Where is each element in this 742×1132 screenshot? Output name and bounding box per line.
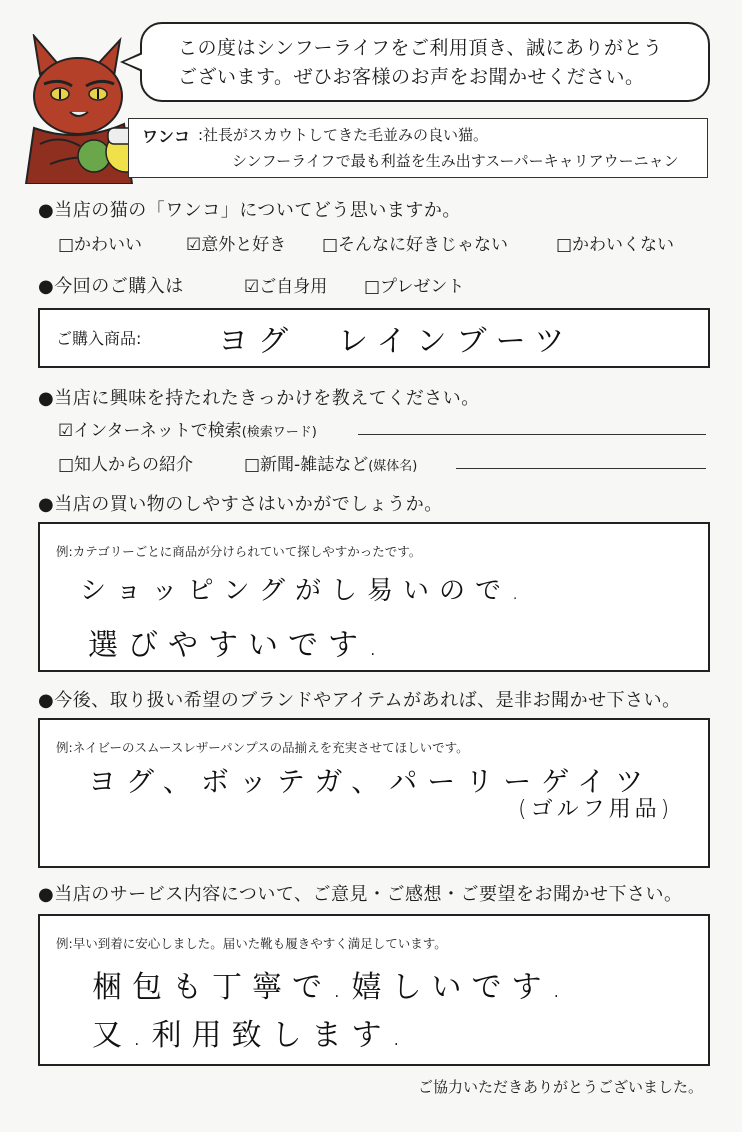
q1-option-not-fond[interactable]: □そんなに好きじゃない [322, 235, 509, 255]
bubble-line-2: ございます。ぜひお客様のお声をお聞かせください。 [178, 66, 645, 88]
q6-question: ●当店のサービス内容について、ご意見・ご感想・ご要望をお聞かせ下さい。 [38, 884, 683, 905]
q6-handwriting-line-1[interactable]: 梱包も丁寧で.嬉しいです. [92, 970, 572, 1005]
q1-option-cute[interactable]: □かわいい [58, 235, 143, 255]
q2-option-gift[interactable]: □プレゼント [364, 277, 465, 297]
speech-bubble-tail-fill [124, 54, 143, 70]
q1-option-not-cute[interactable]: □かわいくない [556, 235, 675, 255]
q5-handwriting-line-2[interactable]: (ゴルフ用品) [518, 797, 674, 822]
mascot-name: ワンコ [142, 127, 191, 146]
q2-option-self[interactable]: ☑ご自身用 [244, 277, 328, 297]
q3-option-internet[interactable] [58, 416, 317, 441]
q3-option-internet-label: ☑インターネットで検索 [58, 421, 242, 441]
purchased-item-handwriting[interactable]: ヨグ レインブーツ [218, 324, 575, 359]
purchased-item-label: ご購入商品: [56, 329, 142, 348]
media-name-line[interactable] [456, 468, 706, 469]
mascot-intro-line-1: :社長がスカウトしてきた毛並みの良い猫。 [198, 126, 489, 144]
q4-example: 例:カテゴリーごとに商品が分けられていて探しやすかったです。 [56, 544, 422, 559]
q3-question: ●当店に興味を持たれたきっかけを教えてください。 [38, 388, 480, 409]
bubble-line-1: この度はシンフーライフをご利用頂き、誠にありがとう [178, 37, 663, 59]
thank-you-footer: ご協力いただきありがとうございました。 [418, 1078, 704, 1096]
q1-question: ●当店の猫の「ワンコ」についてどう思いますか。 [38, 200, 461, 221]
q4-question: ●当店の買い物のしやすさはいかがでしょうか。 [38, 494, 443, 515]
q3-option-referral[interactable]: □知人からの紹介 [58, 455, 194, 475]
q5-handwriting-line-1[interactable]: ヨグ、ボッテガ、パーリーゲイツ [88, 765, 654, 798]
q3-search-word-note: (検索ワード) [241, 425, 317, 440]
q6-example: 例:早い到着に安心しました。届いた靴も履きやすく満足しています。 [56, 936, 447, 951]
q3-option-media[interactable] [244, 450, 417, 475]
q4-handwriting-line-2[interactable]: 選びやすいです. [88, 628, 388, 663]
search-word-line[interactable] [358, 434, 706, 435]
q3-option-media-label: □新聞-雑誌など [244, 455, 369, 475]
q3-media-note: (媒体名) [368, 459, 418, 474]
q1-option-surprisingly-like[interactable]: ☑意外と好き [186, 235, 287, 255]
q6-handwriting-line-2[interactable]: 又.利用致します. [92, 1018, 412, 1053]
mascot-intro-line-2: シンフーライフで最も利益を生み出すスーパーキャリアウーニャン [232, 152, 679, 170]
q4-handwriting-line-1[interactable]: ショッピングがし易いので. [80, 576, 530, 606]
q5-example: 例:ネイビーのスムースレザーパンプスの品揃えを充実させてほしいです。 [56, 740, 469, 755]
q5-question: ●今後、取り扱い希望のブランドやアイテムがあれば、是非お聞かせ下さい。 [38, 690, 681, 711]
q2-question: ●今回のご購入は [38, 276, 184, 297]
bubble-message [178, 34, 698, 92]
